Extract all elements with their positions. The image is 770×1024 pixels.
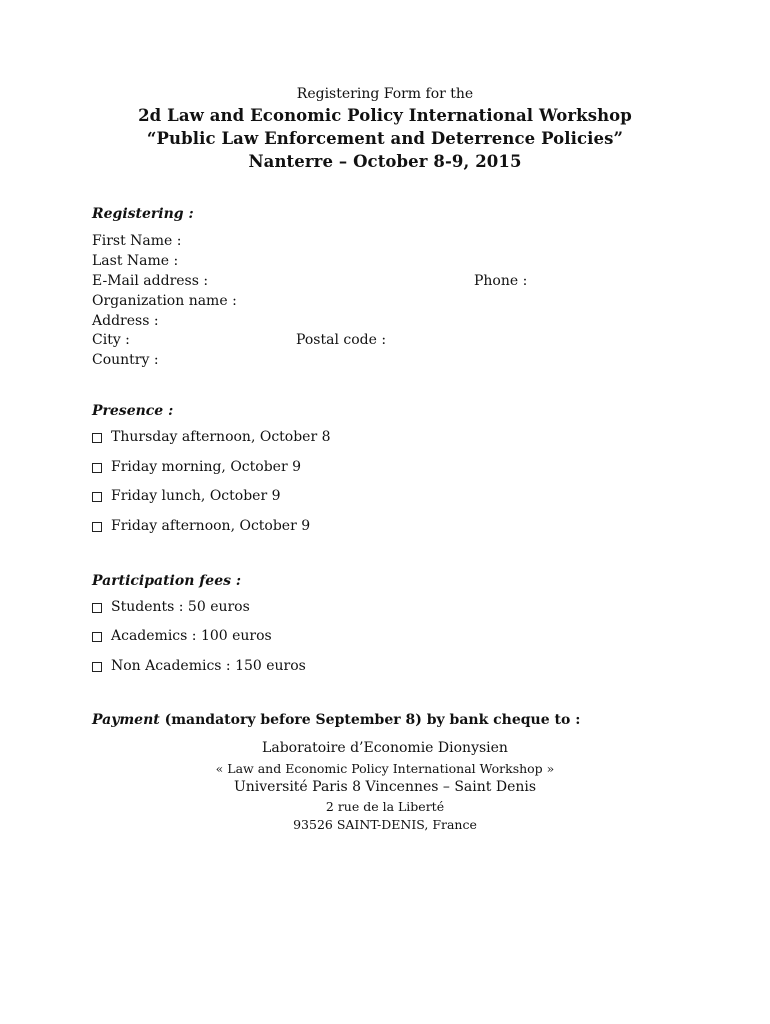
- postal-code-field[interactable]: Postal code :: [296, 332, 387, 348]
- fee-option-academics[interactable]: [92, 628, 272, 644]
- checkbox-icon[interactable]: [92, 433, 102, 443]
- phone-field[interactable]: Phone :: [474, 273, 528, 289]
- country-field[interactable]: Country :: [92, 352, 159, 368]
- payee-university: Université Paris 8 Vincennes – Saint Denis: [233, 779, 537, 795]
- payment-heading-label: Payment: [92, 712, 160, 728]
- presence-option-label: Thursday afternoon, October 8: [111, 429, 331, 445]
- presence-option-friday-morning[interactable]: [92, 459, 301, 475]
- fee-option-label: Academics : 100 euros: [111, 628, 272, 644]
- presence-option-friday-afternoon[interactable]: [92, 518, 310, 534]
- fee-option-label: Non Academics : 150 euros: [111, 658, 306, 674]
- city-field[interactable]: City :: [92, 332, 130, 348]
- first-name-field[interactable]: First Name :: [92, 233, 182, 249]
- presence-option-label: Friday morning, October 9: [111, 459, 301, 475]
- payee-workshop: « Law and Economic Policy International Workshop »: [215, 761, 555, 776]
- checkbox-icon[interactable]: [92, 603, 102, 613]
- checkbox-icon[interactable]: [92, 662, 102, 672]
- form-intro: Registering Form for the: [296, 86, 474, 102]
- fees-heading: Participation fees :: [92, 573, 242, 589]
- presence-option-label: Friday afternoon, October 9: [111, 518, 311, 534]
- fee-option-label: Students : 50 euros: [111, 599, 250, 615]
- workshop-subtitle: “Public Law Enforcement and Deterrence Policies”: [146, 129, 624, 148]
- payee-street: 2 rue de la Liberté: [325, 799, 445, 814]
- email-field[interactable]: E-Mail address :: [92, 273, 209, 289]
- organization-field[interactable]: Organization name :: [92, 293, 237, 309]
- presence-option-friday-lunch[interactable]: [92, 488, 281, 504]
- fee-option-non-academics[interactable]: [92, 658, 306, 674]
- payee-city: 93526 SAINT-DENIS, France: [293, 817, 477, 832]
- address-field[interactable]: Address :: [92, 313, 159, 329]
- presence-option-label: Friday lunch, October 9: [111, 488, 281, 504]
- last-name-field[interactable]: Last Name :: [92, 253, 179, 269]
- checkbox-icon[interactable]: [92, 463, 102, 473]
- presence-option-thursday-afternoon[interactable]: [92, 429, 331, 445]
- fee-option-students[interactable]: [92, 599, 250, 615]
- workshop-place-date: Nanterre – October 8-9, 2015: [248, 152, 522, 171]
- workshop-title: 2d Law and Economic Policy International Workshop: [138, 106, 632, 125]
- checkbox-icon[interactable]: [92, 522, 102, 532]
- presence-heading: Presence :: [92, 403, 174, 419]
- checkbox-icon[interactable]: [92, 492, 102, 502]
- checkbox-icon[interactable]: [92, 632, 102, 642]
- payee-name: Laboratoire d’Economie Dionysien: [262, 740, 508, 756]
- registering-heading: Registering :: [92, 206, 194, 222]
- payment-heading-detail: (mandatory before September 8) by bank cheque to :: [159, 712, 581, 728]
- payment-heading: [92, 712, 580, 728]
